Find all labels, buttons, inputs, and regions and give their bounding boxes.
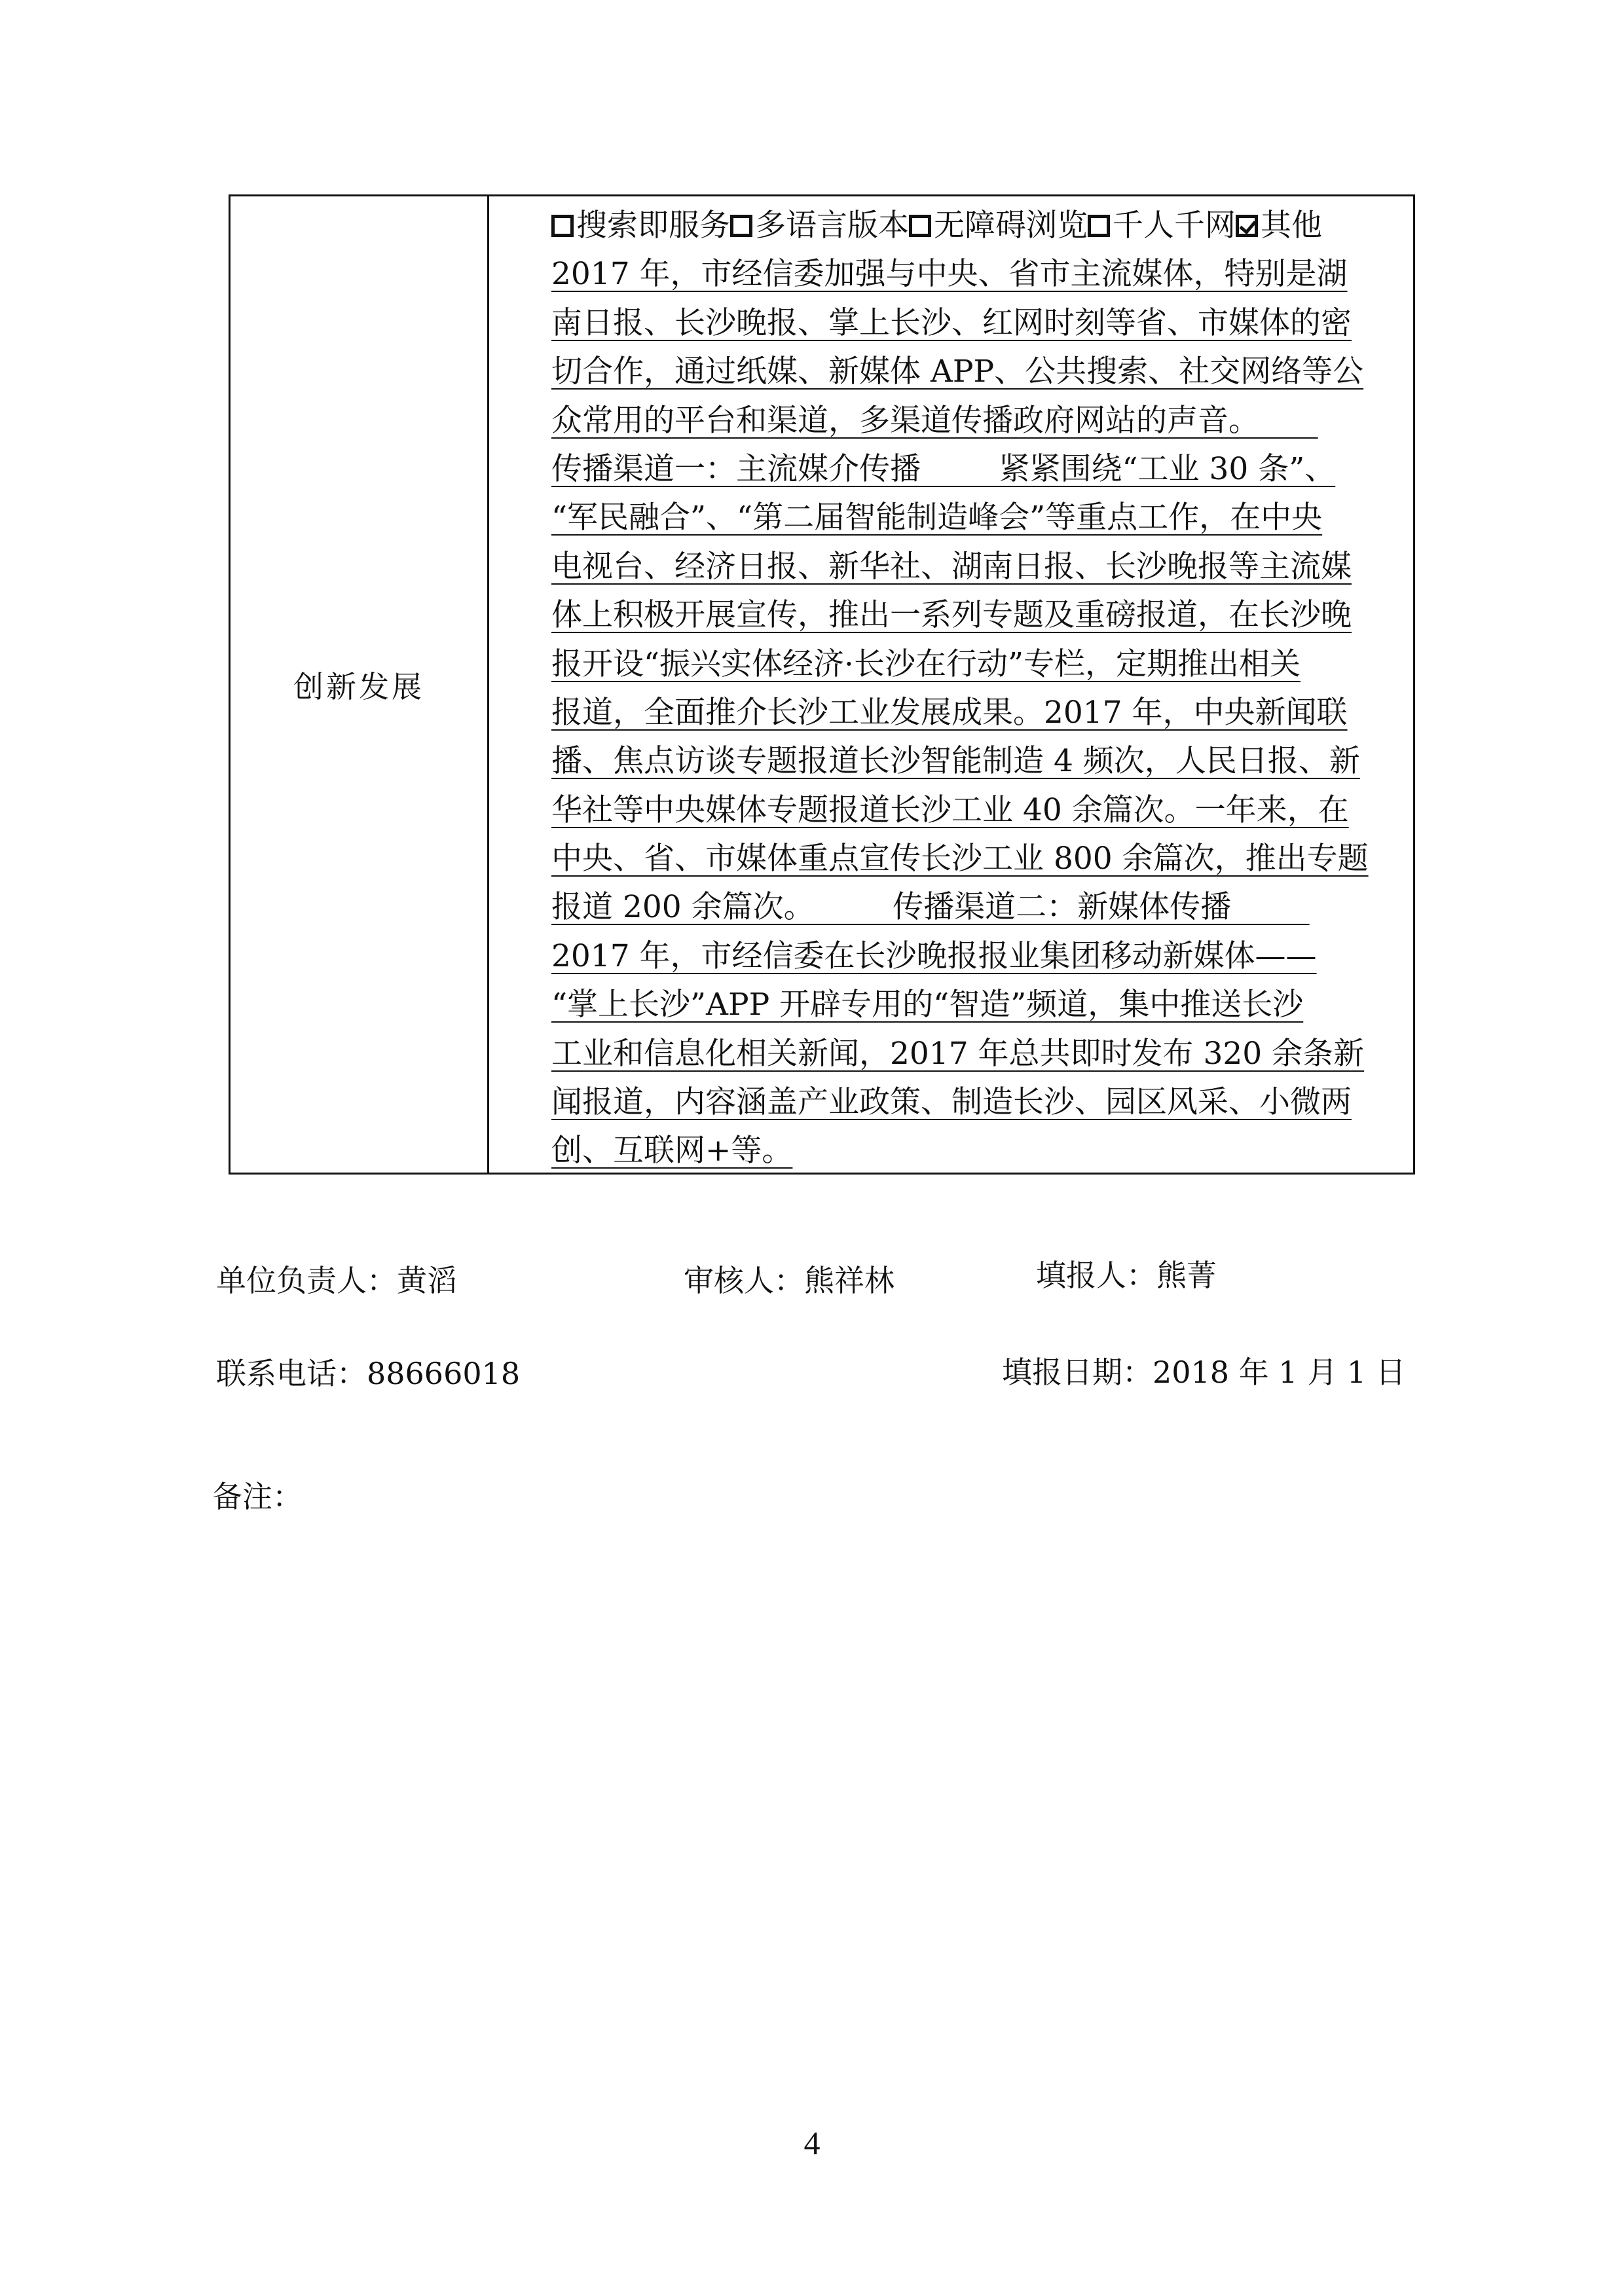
content-line: [551, 397, 1396, 445]
content-line-text: 报道，全面推介长沙工业发展成果。2017 年，中央新闻联: [551, 694, 1348, 731]
row-content-cell: [489, 196, 1413, 1173]
content-line: [551, 640, 1396, 689]
content-line: [551, 737, 1396, 786]
fill-date: 填报日期：2018 年 1 月 1 日: [1002, 1355, 1406, 1390]
content-line: [551, 494, 1396, 542]
content-line-text: 闻报道，内容涵盖产业政策、制造长沙、园区风采、小微两: [551, 1084, 1352, 1121]
form-table: [229, 194, 1415, 1175]
content-line-text: 电视台、经济日报、新华社、湖南日报、长沙晚报等主流媒: [551, 548, 1352, 585]
content-line: [551, 981, 1396, 1029]
content-line-text: 中央、省、市媒体重点宣传长沙工业 800 余篇次，推出专题: [551, 841, 1369, 877]
content-line-text: “军民融合”、“第二届智能制造峰会”等重点工作，在中央: [551, 500, 1323, 536]
options-line: [551, 202, 1396, 250]
contact-phone: 联系电话：88666018: [216, 1356, 521, 1391]
content-line-text: 南日报、长沙晚报、掌上长沙、红网时刻等省、市媒体的密: [551, 304, 1352, 341]
content-line: [551, 591, 1396, 640]
content-line-text: 报道 200 余篇次。 传播渠道二：新媒体传播: [551, 889, 1310, 926]
content-line-text: 播、焦点访谈专题报道长沙智能制造 4 频次，人民日报、新: [551, 743, 1360, 780]
option-label: 多语言版本: [755, 208, 909, 244]
content-line-text: 切合作，通过纸媒、新媒体 APP、公共搜索、社交网络等公: [551, 354, 1364, 390]
content-line: [551, 689, 1396, 737]
content-line-text: 工业和信息化相关新闻，2017 年总共即时发布 320 余条新: [551, 1035, 1365, 1072]
content-line: [551, 1030, 1396, 1078]
content-line-text: 报开设“振兴实体经济·长沙在行动”专栏，定期推出相关: [551, 646, 1301, 682]
checkbox-icon[interactable]: [1088, 215, 1110, 237]
row-label: 创新发展: [293, 668, 424, 704]
content-line: [551, 932, 1396, 981]
checkbox-icon[interactable]: [551, 215, 574, 237]
content-line-text: “掌上长沙”APP 开辟专用的“智造”频道，集中推送长沙: [551, 987, 1304, 1023]
page-number: 4: [803, 2124, 821, 2161]
content-line: [551, 835, 1396, 883]
content-line-text: 众常用的平台和渠道，多渠道传播政府网站的声音。: [551, 402, 1318, 439]
content-line-text: 传播渠道一：主流媒介传播 紧紧围绕“工业 30 条”、: [551, 450, 1336, 487]
content-line: [551, 250, 1396, 299]
row-label-cell: [231, 196, 489, 1173]
content-line-text: 华社等中央媒体专题报道长沙工业 40 余篇次。一年来，在: [551, 792, 1349, 828]
content-line: [551, 348, 1396, 396]
checkbox-checked-icon[interactable]: [1236, 215, 1258, 237]
remark-label: 备注：: [212, 1479, 303, 1514]
content-line-text: 体上积极开展宣传，推出一系列专题及重磅报道，在长沙晚: [551, 597, 1352, 634]
content-line: [551, 543, 1396, 591]
unit-head: 单位负责人：黄滔: [216, 1263, 457, 1298]
filler: 填报人：熊菁: [1036, 1258, 1217, 1293]
content-line: [551, 1078, 1396, 1127]
content-line: [551, 786, 1396, 835]
content-line-text: 创、互联网+等。: [551, 1133, 793, 1169]
content-line-text: 2017 年，市经信委加强与中央、省市主流媒体，特别是湖: [551, 256, 1348, 293]
option-label: 其他: [1261, 208, 1322, 244]
checkbox-icon[interactable]: [909, 215, 931, 237]
reviewer: 审核人：熊祥林: [684, 1263, 895, 1298]
content-line: [551, 299, 1396, 348]
content-line: [551, 445, 1396, 494]
content-line: [551, 883, 1396, 932]
content-text: [551, 202, 1396, 1176]
option-label: 无障碍浏览: [934, 208, 1088, 244]
content-line: [551, 1127, 1396, 1175]
option-label: 搜索即服务: [576, 208, 730, 244]
checkbox-icon[interactable]: [730, 215, 752, 237]
option-label: 千人千网: [1113, 208, 1236, 244]
content-line-text: 2017 年，市经信委在长沙晚报报业集团移动新媒体——: [551, 938, 1317, 974]
content-paragraph: [551, 250, 1396, 1175]
